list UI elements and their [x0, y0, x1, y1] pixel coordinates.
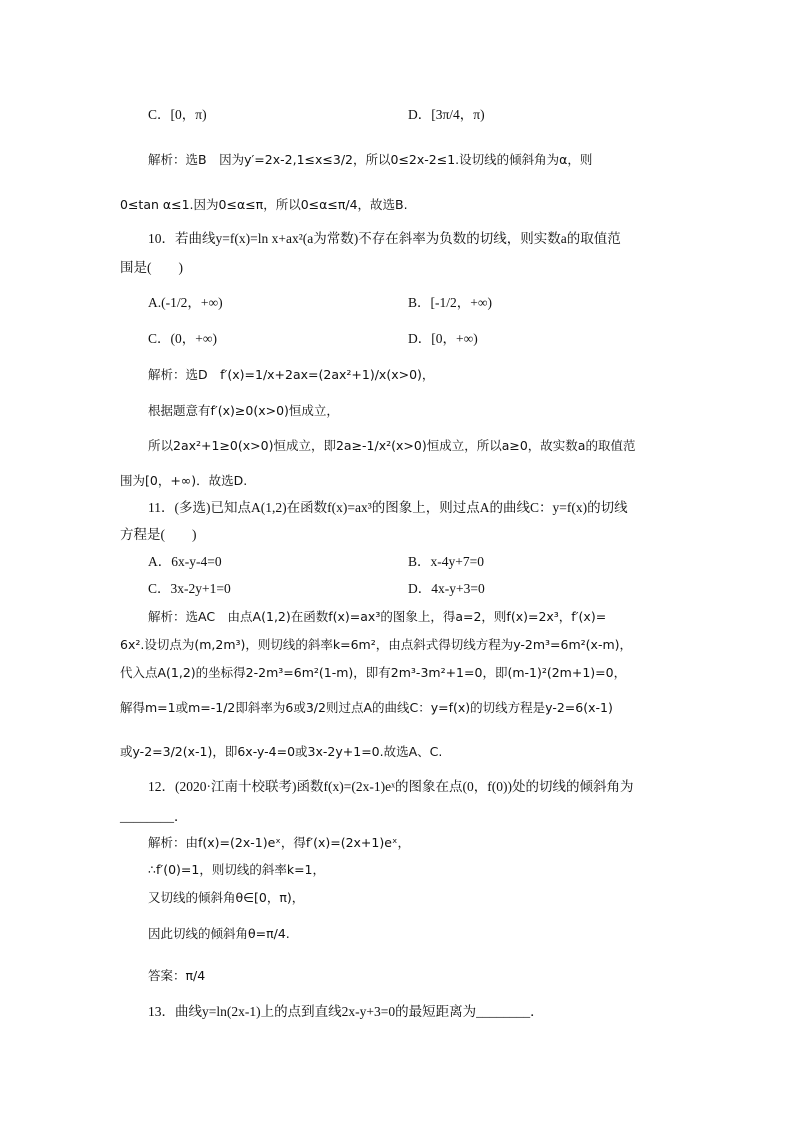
text-line: 因此切线的倾斜角θ=π/4.: [148, 926, 290, 941]
text-line: D．[0，+∞): [408, 331, 478, 346]
text-line: 解析：选B 因为y′=2x-2,1≤x≤3/2，所以0≤2x-2≤1.设切线的倾斜角为α，则: [148, 152, 593, 167]
text-line: 13．曲线y=ln(2x-1)上的点到直线2x-y+3=0的最短距离为________．: [148, 1004, 544, 1019]
text-line: 或y-2=3/2(x-1)，即6x-y-4=0或3x-2y+1=0.故选A、C.: [120, 744, 443, 759]
text-line: 解析：由f(x)=(2x-1)eˣ，得f′(x)=(2x+1)eˣ，: [148, 835, 410, 850]
text-line: 11．(多选)已知点A(1,2)在函数f(x)=ax³的图象上，则过点A的曲线C：y=f(x)的切线: [148, 500, 628, 515]
text-line: 解得m=1或m=-1/2即斜率为6或3/2则过点A的曲线C：y=f(x)的切线方程是y-2=6(x-1): [120, 700, 613, 715]
text-line: B．x-4y+7=0: [408, 554, 484, 569]
text-line: 方程是( ): [120, 527, 197, 542]
text-line: 围是( ): [120, 260, 183, 275]
text-line: 12．(2020·江南十校联考)函数f(x)=(2x-1)eˣ的图象在点(0，f(0))处的切线的倾斜角为: [148, 779, 634, 794]
text-line: D．[3π/4，π): [408, 107, 485, 122]
text-line: ∴f′(0)=1，则切线的斜率k=1，: [148, 862, 325, 877]
text-line: 答案：π/4: [148, 968, 206, 983]
text-line: C．[0，π): [148, 107, 207, 122]
text-line: 6x².设切点为(m,2m³)，则切线的斜率k=6m²，由点斜式得切线方程为y-2m³=6m²(x-m)，: [120, 637, 633, 652]
text-line: 解析：选AC 由点A(1,2)在函数f(x)=ax³的图象上，得a=2，则f(x)=2x³，f′(x)=: [148, 609, 607, 624]
text-line: B．[-1/2，+∞): [408, 295, 492, 310]
text-line: D．4x-y+3=0: [408, 581, 485, 596]
text-line: ________．: [120, 809, 188, 824]
text-line: 围为[0，+∞)．故选D.: [120, 473, 248, 488]
text-line: A.(-1/2，+∞): [148, 295, 223, 310]
text-line: 解析：选D f′(x)=1/x+2ax=(2ax²+1)/x(x>0)，: [148, 367, 435, 382]
text-line: 根据题意有f′(x)≥0(x>0)恒成立，: [148, 403, 339, 418]
text-line: 所以2ax²+1≥0(x>0)恒成立，即2a≥-1/x²(x>0)恒成立，所以a≥0，故实数a的取值范: [148, 438, 636, 453]
text-line: C．(0，+∞): [148, 331, 217, 346]
text-line: 10．若曲线y=f(x)=ln x+ax²(a为常数)不存在斜率为负数的切线，则实数a的取值范: [148, 231, 621, 246]
text-line: C．3x-2y+1=0: [148, 581, 231, 596]
text-line: A．6x-y-4=0: [148, 554, 222, 569]
text-line: 又切线的倾斜角θ∈[0，π)，: [148, 890, 305, 905]
text-line: 0≤tan α≤1.因为0≤α≤π，所以0≤α≤π/4，故选B.: [120, 197, 408, 212]
text-line: 代入点A(1,2)的坐标得2-2m³=6m²(1-m)，即有2m³-3m²+1=0，即(m-1)²(2m+1)=0，: [120, 665, 627, 680]
